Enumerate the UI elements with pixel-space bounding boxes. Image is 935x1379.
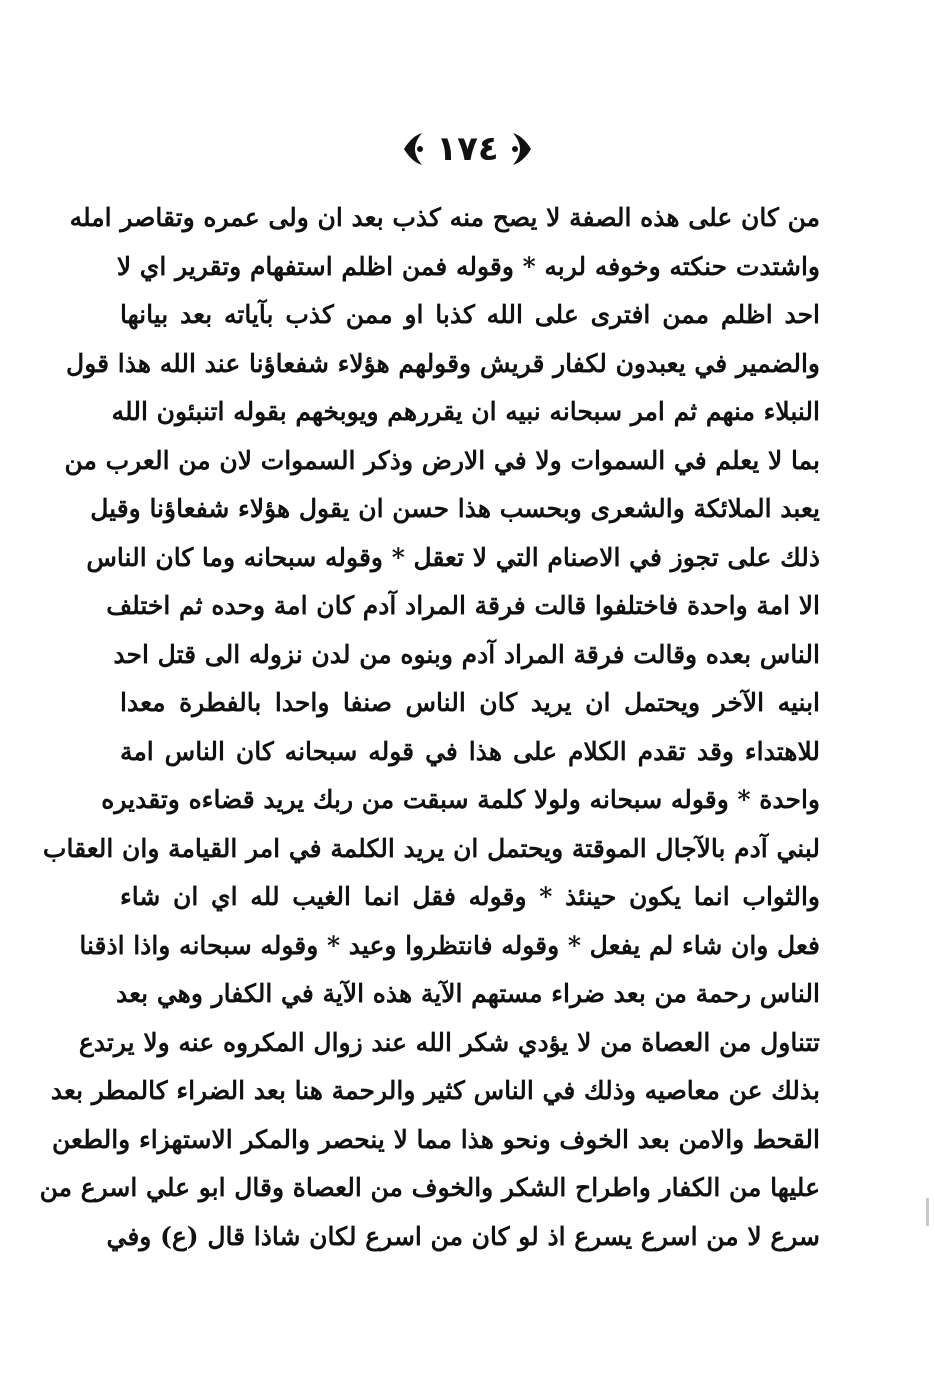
text-line: الا امة واحدة فاختلفوا قالت فرقة المراد آدم كان امة وحده ثم اختلف [106,591,820,620]
text-line: تتناول من العصاة من لا يؤدي شكر الله عند زوال المكروه عنه ولا يرتدع [78,1027,820,1057]
text-line: يعبد الملائكة والشعرى وبحسب هذا حسن ان يقول هؤلاء شفعاؤنا وقيل [90,494,820,523]
text-line: واحدة * وقوله سبحانه ولولا كلمة سبقت من ربك يريد قضاءه وتقديره [101,785,820,814]
text-line: من كان على هذه الصفة لا يصح منه كذب بعد ان ولى عمره وتقاصر امله [69,203,820,232]
right-ornament-icon [509,129,535,169]
text-line: بما لا يعلم في السموات ولا في الارض وذكر السموات لان من العرب من [64,445,820,475]
text-line: القحط والامن بعد الخوف ونحو هذا مما لا ينحصر والمكر الاستهزاء والطعن [52,1124,820,1154]
page-number-group [400,129,534,169]
page-number: ١٧٤ [436,129,499,169]
text-line: احد اظلم ممن افترى على الله كذبا او ممن كذب بآياته بعد بيانها [120,300,820,329]
text-line: للاهتداء وقد تقدم الكلام على هذا في قوله سبحانه كان الناس امة [120,736,820,766]
text-line: عليها من الكفار واطراح الشكر والخوف من العصاة وقال ابو علي اسرع من [39,1173,820,1202]
left-ornament-icon [400,129,426,169]
text-line: سرع لا من اسرع يسرع اذ لو كان من اسرع لكان شاذا قال (ع) وفي [106,1221,820,1251]
text-line: فعل وان شاء لم يفعل * وقوله فانتظروا وعيد * وقوله سبحانه واذا اذقنا [79,930,820,960]
page-header [0,124,935,174]
text-line: النبلاء منهم ثم امر سبحانه نبيه ان يقررهم ويوبخهم بقوله اتنبئون الله [111,397,820,426]
body-text [39,194,820,1261]
text-line: والضمير في يعبدون لكفار قريش وقولهم هؤلاء شفعاؤنا عند الله هذا قول [66,348,820,378]
text-line: لبني آدم بالآجال الموقتة ويحتمل ان يريد الكلمة في امر القيامة وان العقاب [42,833,820,863]
text-line: الناس بعده وقالت فرقة المراد آدم وبنوه من لدن نزوله الى قتل احد [113,639,820,669]
text-line: ابنيه الآخر ويحتمل ان يريد كان الناس صنفا واحدا بالفطرة معدا [120,688,820,717]
text-line: واشتدت حنكته وخوفه لربه * وقوله فمن اظلم استفهام وتقرير اي لا [116,251,820,281]
scan-edge-mark [926,1198,929,1226]
text-line: بذلك عن معاصيه وذلك في الناس كثير والرحمة هنا بعد الضراء كالمطر بعد [50,1076,820,1105]
text-line: الناس رحمة من بعد ضراء مستهم الآية هذه الآية في الكفار وهي بعد [115,979,820,1008]
text-line: ذلك على تجوز في الاصنام التي لا تعقل * وقوله سبحانه وما كان الناس [86,542,820,572]
text-line: والثواب انما يكون حينئذ * وقوله فقل انما الغيب لله اي ان شاء [120,882,820,911]
